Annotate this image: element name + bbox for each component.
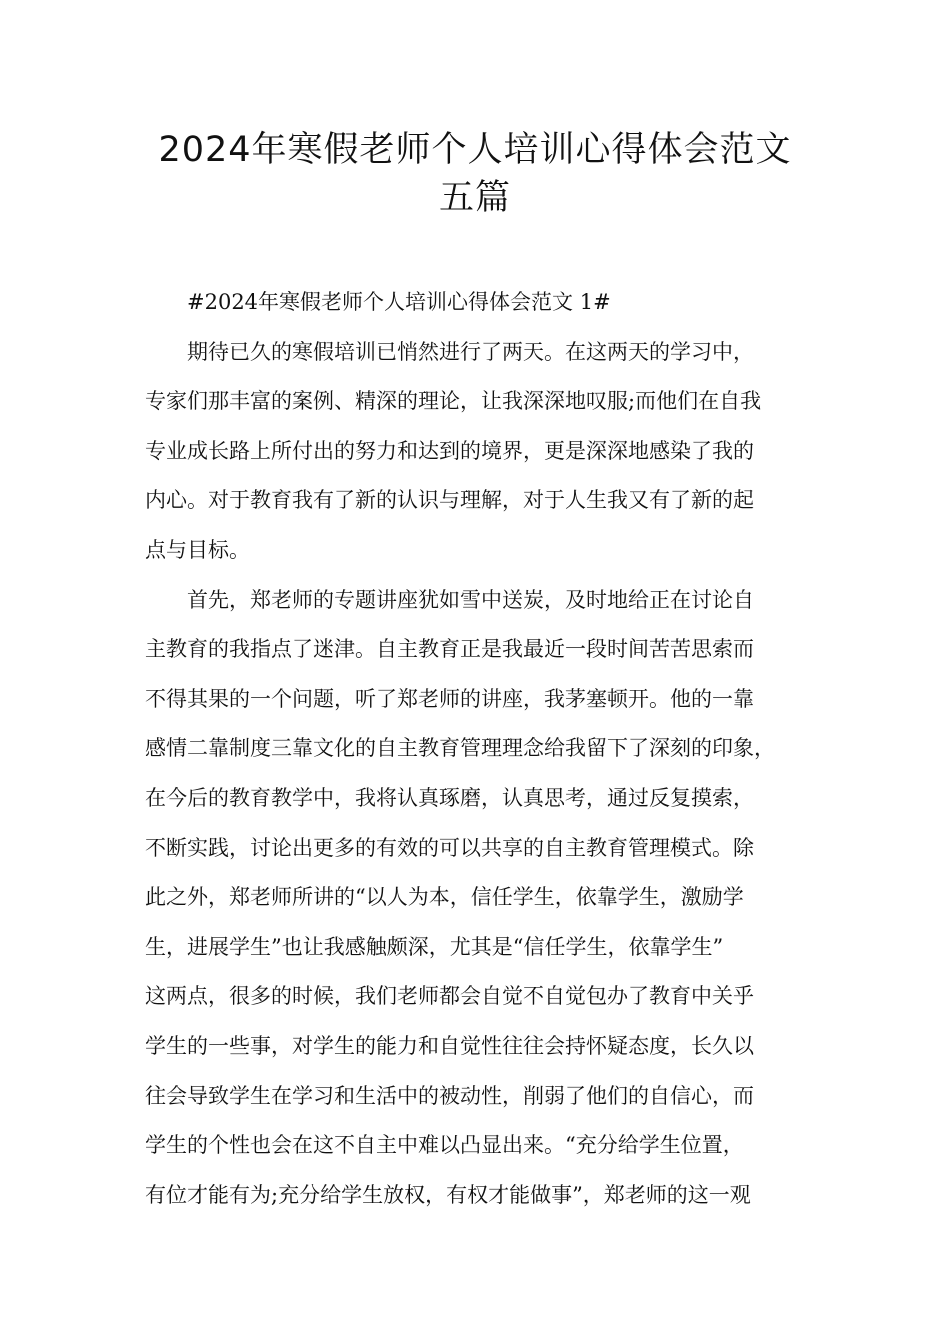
text-line: 感情二靠制度三靠文化的自主教育管理理念给我留下了深刻的印象， <box>145 736 775 761</box>
text-line: 有位才能有为;充分给学生放权，有权才能做事”，郑老师的这一观 <box>145 1182 751 1207</box>
section-heading: #2024年寒假老师个人培训心得体会范文 1# <box>187 290 611 314</box>
text-line: 在今后的教育教学中，我将认真琢磨，认真思考，通过反复摸索， <box>145 785 754 810</box>
text-line: 点与目标。 <box>145 537 250 562</box>
text-line: 不断实践，讨论出更多的有效的可以共享的自主教育管理模式。除 <box>145 835 754 860</box>
text-line: 学生的一些事，对学生的能力和自觉性往往会持怀疑态度，长久以 <box>145 1033 754 1058</box>
text-line: 往会导致学生在学习和生活中的被动性，削弱了他们的自信心，而 <box>145 1083 754 1108</box>
text-line: 首先，郑老师的专题讲座犹如雪中送炭，及时地给正在讨论自 <box>187 587 754 612</box>
text-line: 生，进展学生”也让我感触颇深，尤其是“信任学生，依靠学生” <box>145 934 724 959</box>
text-line: 期待已久的寒假培训已悄然进行了两天。在这两天的学习中， <box>187 339 754 364</box>
document-title <box>100 126 850 222</box>
text-line: 不得其果的一个问题，听了郑老师的讲座，我茅塞顿开。他的一靠 <box>145 686 754 711</box>
text-line: 主教育的我指点了迷津。自主教育正是我最近一段时间苦苦思索而 <box>145 637 754 662</box>
text-line: 专业成长路上所付出的努力和达到的境界，更是深深地感染了我的 <box>145 438 754 463</box>
text-line: 专家们那丰富的案例、精深的理论，让我深深地叹服;而他们在自我 <box>145 389 762 414</box>
title-line-1: 2024年寒假老师个人培训心得体会范文 <box>158 130 792 170</box>
text-line: 内心。对于教育我有了新的认识与理解，对于人生我又有了新的起 <box>145 488 754 513</box>
text-line: 这两点，很多的时候，我们老师都会自觉不自觉包办了教育中关乎 <box>145 984 754 1009</box>
text-line: 学生的个性也会在这不自主中难以凸显出来。“充分给学生位置， <box>145 1133 744 1158</box>
document-body <box>145 278 825 1220</box>
text-line: 此之外，郑老师所讲的“以人为本，信任学生，依靠学生，激励学 <box>145 885 744 910</box>
title-line-2: 五篇 <box>438 178 511 218</box>
